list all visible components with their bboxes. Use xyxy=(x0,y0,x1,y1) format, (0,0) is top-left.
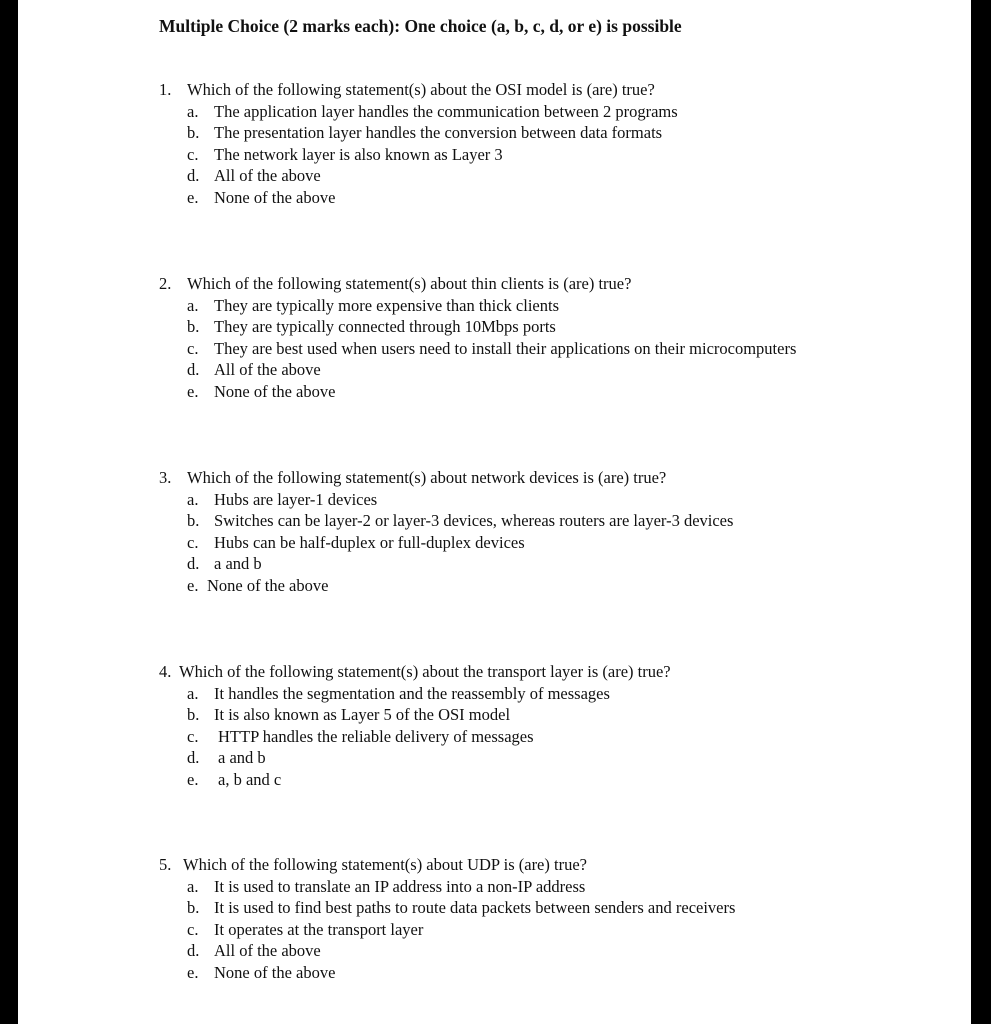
option-text: HTTP handles the reliable delivery of messages xyxy=(218,726,534,746)
option-d xyxy=(159,553,959,575)
option-text: They are typically more expensive than thick clients xyxy=(214,295,560,315)
option-letter: b. xyxy=(187,705,200,724)
option-b xyxy=(159,704,959,726)
option-letter: a. xyxy=(187,101,199,121)
option-text: It is also known as Layer 5 of the OSI model xyxy=(214,705,511,724)
option-e xyxy=(159,187,959,209)
option-c xyxy=(159,919,959,941)
question-stem xyxy=(159,661,959,683)
option-letter: d. xyxy=(187,941,200,960)
option-c xyxy=(159,532,959,554)
option-letter: d. xyxy=(187,748,200,767)
question-stem xyxy=(159,79,959,101)
question-number: 4. xyxy=(159,662,172,681)
option-text: It handles the segmentation and the reassembly of messages xyxy=(214,683,610,703)
option-d xyxy=(159,165,959,187)
option-letter: c. xyxy=(187,532,199,552)
option-text: None of the above xyxy=(214,962,336,982)
option-e xyxy=(159,962,959,984)
question-text: Which of the following statement(s) about thin clients is (are) true? xyxy=(187,274,632,293)
question-1 xyxy=(159,79,959,208)
option-text: All of the above xyxy=(214,941,321,960)
option-letter: b. xyxy=(187,317,200,336)
option-d xyxy=(159,747,959,769)
question-stem xyxy=(159,273,959,295)
option-a xyxy=(159,683,959,705)
option-e xyxy=(159,769,959,791)
option-text: It is used to translate an IP address into a non-IP address xyxy=(214,876,586,896)
option-a xyxy=(159,295,959,317)
option-b xyxy=(159,897,959,919)
question-4 xyxy=(159,661,959,790)
option-text: None of the above xyxy=(214,381,336,401)
option-letter: a. xyxy=(187,876,199,896)
option-e xyxy=(159,575,959,597)
option-b xyxy=(159,510,959,532)
option-letter: e. xyxy=(187,575,199,595)
option-text: All of the above xyxy=(214,360,321,379)
option-text: It is used to find best paths to route data packets between senders and receivers xyxy=(214,898,736,917)
option-e xyxy=(159,381,959,403)
question-number: 5. xyxy=(159,855,172,874)
question-3 xyxy=(159,467,959,596)
option-c xyxy=(159,726,959,748)
option-text: a, b and c xyxy=(218,769,282,789)
page-heading: Multiple Choice (2 marks each): One choice (a, b, c, d, or e) is possible xyxy=(159,16,682,36)
option-c xyxy=(159,338,959,360)
option-letter: d. xyxy=(187,166,200,185)
option-a xyxy=(159,876,959,898)
option-letter: d. xyxy=(187,360,200,379)
question-number: 3. xyxy=(159,468,172,487)
option-text: It operates at the transport layer xyxy=(214,919,424,939)
option-text: They are best used when users need to install their applications on their microcomputers xyxy=(214,338,797,358)
option-text: Hubs are layer-1 devices xyxy=(214,489,378,509)
question-2 xyxy=(159,273,959,402)
option-text: a and b xyxy=(218,748,266,767)
option-letter: a. xyxy=(187,489,199,509)
question-number: 2. xyxy=(159,274,172,293)
option-text: They are typically connected through 10Mbps ports xyxy=(214,317,556,336)
option-letter: a. xyxy=(187,683,199,703)
option-letter: c. xyxy=(187,726,199,746)
option-a xyxy=(159,489,959,511)
option-letter: a. xyxy=(187,295,199,315)
option-letter: b. xyxy=(187,898,200,917)
option-text: Switches can be layer-2 or layer-3 devices, whereas routers are layer-3 devices xyxy=(214,511,734,530)
option-letter: c. xyxy=(187,919,199,939)
option-letter: d. xyxy=(187,554,200,573)
option-letter: e. xyxy=(187,381,199,401)
option-text: a and b xyxy=(214,554,262,573)
question-text: Which of the following statement(s) about UDP is (are) true? xyxy=(183,855,587,874)
question-5 xyxy=(159,854,959,983)
option-b xyxy=(159,122,959,144)
question-number: 1. xyxy=(159,80,172,99)
question-text: Which of the following statement(s) about network devices is (are) true? xyxy=(187,468,667,487)
option-letter: c. xyxy=(187,338,199,358)
option-text: None of the above xyxy=(214,187,336,207)
option-letter: b. xyxy=(187,511,200,530)
option-text: None of the above xyxy=(207,575,329,595)
question-text: Which of the following statement(s) about the OSI model is (are) true? xyxy=(187,80,655,99)
option-c xyxy=(159,144,959,166)
question-text: Which of the following statement(s) about the transport layer is (are) true? xyxy=(179,662,671,681)
option-text: All of the above xyxy=(214,166,321,185)
option-letter: b. xyxy=(187,123,200,142)
option-letter: e. xyxy=(187,187,199,207)
option-d xyxy=(159,359,959,381)
option-letter: e. xyxy=(187,962,199,982)
option-text: The presentation layer handles the conversion between data formats xyxy=(214,123,663,142)
option-d xyxy=(159,940,959,962)
option-a xyxy=(159,101,959,123)
question-stem xyxy=(159,854,959,876)
document-page xyxy=(18,0,971,1024)
option-letter: e. xyxy=(187,769,199,789)
option-letter: c. xyxy=(187,144,199,164)
option-b xyxy=(159,316,959,338)
option-text: The network layer is also known as Layer 3 xyxy=(214,144,503,164)
option-text: Hubs can be half-duplex or full-duplex devices xyxy=(214,532,525,552)
question-stem xyxy=(159,467,959,489)
option-text: The application layer handles the communication between 2 programs xyxy=(214,101,678,121)
